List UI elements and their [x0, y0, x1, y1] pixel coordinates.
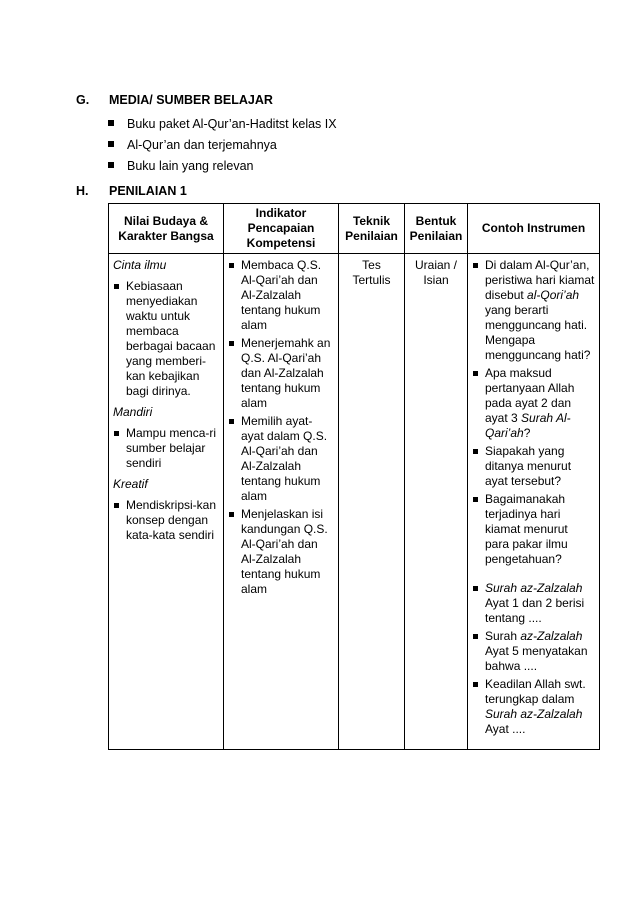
section-g-letter: G.	[76, 93, 90, 107]
cell-indikator	[224, 254, 339, 750]
table-header-row	[109, 204, 600, 254]
group-label: Cinta ilmu	[113, 258, 167, 272]
list-item: Surah az-Zalzalah Ayat 5 menyatakan bahwa ....	[472, 629, 595, 674]
section-h-letter: H.	[76, 184, 89, 198]
list-item: Keadilan Allah swt. terungkap dalam Surah az-Zalzalah Ayat ....	[472, 677, 595, 737]
list-item: Bagaimanakah terjadinya hari kiamat menurut para pakar ilmu pengetahuan?	[472, 492, 595, 567]
group-label: Kreatif	[113, 477, 148, 491]
list-item: Siapakah yang ditanya menurut ayat tersebut?	[472, 444, 595, 489]
bullet-square-icon	[108, 120, 114, 126]
section-g-heading	[76, 93, 273, 107]
assessment-table	[108, 203, 600, 750]
list-item: Mendiskripsi-kan konsep dengan kata-kata sendiri	[113, 498, 219, 543]
header-teknik: Teknik Penilaian	[339, 204, 405, 254]
list-item: Mampu menca-ri sumber belajar sendiri	[113, 426, 219, 471]
list-item: Membaca Q.S. Al-Qari’ah dan Al-Zalzalah tentang hukum alam	[228, 258, 334, 333]
header-indikator: Indikator Pencapaian Kompetensi	[224, 204, 339, 254]
list-item: Menerjemahk an Q.S. Al-Qari’ah dan Al-Zalzalah tentang hukum alam	[228, 336, 334, 411]
cell-teknik: Tes Tertulis	[339, 254, 405, 750]
list-item: Di dalam Al-Qur’an, peristiwa hari kiamat disebut al-Qori’ah yang berarti mengguncang hati. Mengapa mengguncang hati?	[472, 258, 595, 363]
cell-nilai	[109, 254, 224, 750]
section-h-heading	[76, 184, 187, 198]
header-bentuk: Bentuk Penilaian	[405, 204, 468, 254]
cell-contoh-instrumen	[468, 254, 600, 750]
table-row	[109, 254, 600, 750]
list-item: Surah az-Zalzalah Ayat 1 dan 2 berisi tentang ....	[472, 581, 595, 626]
list-item: Buku lain yang relevan	[108, 156, 337, 177]
media-list	[108, 114, 337, 177]
list-item: Menjelaskan isi kandungan Q.S. Al-Qari’ah dan Al-Zalzalah tentang hukum alam	[228, 507, 334, 597]
list-item: Apa maksud pertanyaan Allah pada ayat 2 dan ayat 3 Surah Al-Qari’ah?	[472, 366, 595, 441]
section-h-title: PENILAIAN 1	[109, 184, 187, 198]
list-item: Buku paket Al-Qur’an-Haditst kelas IX	[108, 114, 337, 135]
bullet-square-icon	[108, 141, 114, 147]
list-item: Al-Qur’an dan terjemahnya	[108, 135, 337, 156]
cell-bentuk: Uraian / Isian	[405, 254, 468, 750]
list-item: Memilih ayat-ayat dalam Q.S. Al-Qari’ah dan Al-Zalzalah tentang hukum alam	[228, 414, 334, 504]
bullet-square-icon	[108, 162, 114, 168]
header-contoh: Contoh Instrumen	[468, 204, 600, 254]
list-item: Kebiasaan menyediakan waktu untuk membaca berbagai bacaan yang memberi-kan kebajikan bagi dirinya.	[113, 279, 219, 399]
group-label: Mandiri	[113, 405, 153, 419]
header-nilai: Nilai Budaya & Karakter Bangsa	[109, 204, 224, 254]
section-g-title: MEDIA/ SUMBER BELAJAR	[109, 93, 273, 107]
